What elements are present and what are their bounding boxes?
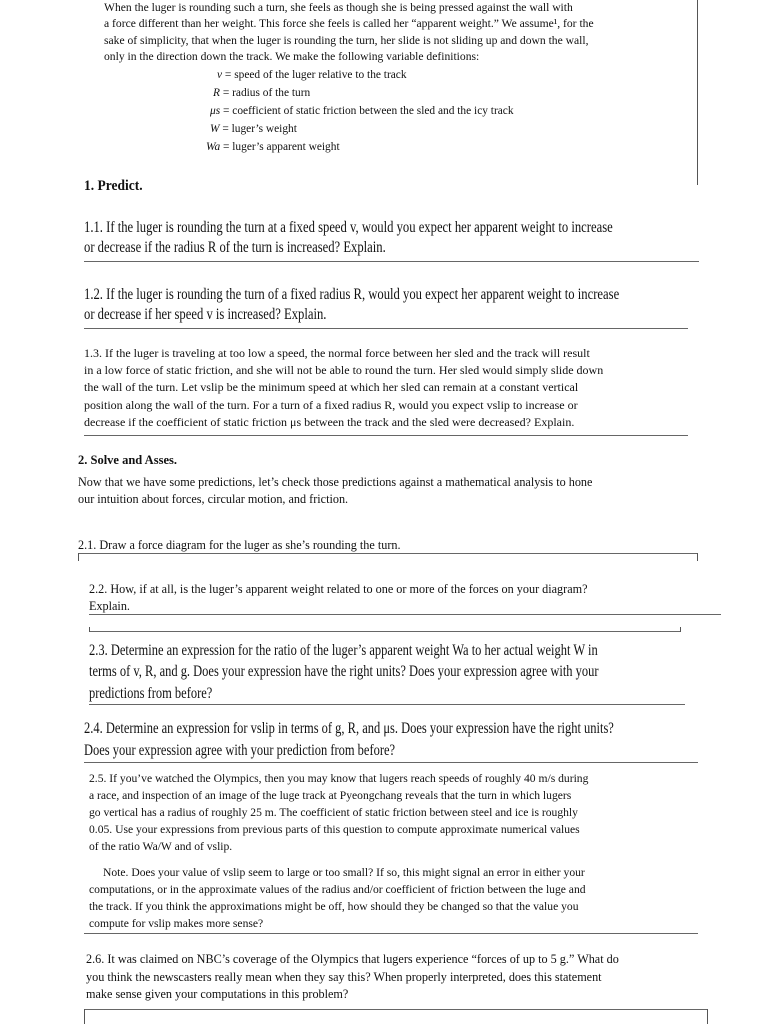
question-2-4: 2.4. Determine an expression for vslip in terms of g, R, and μs. Does your expression have the right units? Does your expression agree with your prediction from before? [84, 720, 614, 759]
var-def-W: W = luger’s weight [210, 123, 297, 135]
answer-line [89, 631, 681, 632]
section-2-heading: 2. Solve and Asses. [78, 453, 177, 467]
intro-line: a force different than her weight. This force she feels is called her “apparent weight.” We assume¹, for the [104, 17, 594, 31]
answer-line [89, 614, 721, 615]
intro-line: sake of simplicity, that when the luger is rounding the turn, her slide is not sliding up and down the wall, [104, 33, 589, 47]
intro-line: only in the direction down the track. We make the following variable definitions: [104, 50, 480, 64]
answer-line [84, 1009, 708, 1010]
question-2-6: 2.6. It was claimed on NBC’s coverage of the Olympics that lugers experience “forces of up to 5 g.” What do you think the newscasters really mean when they say this? When properly interpreted, does this statement make sense given your computations in this problem? [86, 952, 619, 1001]
question-2-1: 2.1. Draw a force diagram for the luger as she’s rounding the turn. [78, 538, 401, 552]
var-def-Wa: Wa = luger’s apparent weight [206, 141, 340, 153]
answer-line [84, 261, 699, 262]
answer-line [84, 933, 698, 934]
question-2-5-note: Note. Does your value of vslip seem to large or too small? If so, this might signal an error in either your computations, or in the approximate values of the radius and/or coefficient of friction between the luge and the track. If you think the approximations might be off, how should they be changed so that the value you compute for vslip makes more sense? [89, 866, 586, 930]
intro-line: When the luger is rounding such a turn, she feels as though she is being pressed against the wall with [104, 1, 573, 14]
question-1-2: 1.2. If the luger is rounding the turn of a fixed radius R, would you expect her apparent weight to increase or decrease if her speed v is increased? Explain. [84, 286, 620, 323]
answer-box-edge [707, 1009, 708, 1024]
answer-line [84, 328, 688, 329]
answer-box-edge [89, 627, 90, 632]
answer-box-edge [78, 553, 79, 561]
answer-line [89, 704, 685, 705]
var-def-v: v = speed of the luger relative to the track [217, 69, 407, 81]
answer-line [84, 762, 698, 763]
answer-line [78, 553, 698, 554]
question-1-1: 1.1. If the luger is rounding the turn at a fixed speed v, would you expect her apparent weight to increase or decrease if the radius R of the turn is increased? Explain. [84, 219, 613, 256]
intro-paragraph [104, 0, 594, 66]
section-1-heading: 1. Predict. [84, 178, 143, 194]
question-2-5: 2.5. If you’ve watched the Olympics, then you may know that lugers reach speeds of roughly 40 m/s during a race, and inspection of an image of the luge track at Pyeongchang reveals that the turn in which lugers go vertical has a radius of roughly 25 m. The coefficient of static friction between steel and ice is roughly 0.05. Use your expressions from previous parts of this question to compute approximate numerical values of the ratio Wa/W and of vslip. [89, 772, 589, 853]
answer-line [84, 435, 688, 436]
answer-box-edge [697, 553, 698, 561]
question-2-3: 2.3. Determine an expression for the ratio of the luger’s apparent weight Wa to her actual weight W in terms of v, R, and g. Does your expression have the right units? Does your expression agree with your predictions from before? [89, 642, 599, 702]
margin-line [697, 0, 698, 185]
var-def-mu: μs = coefficient of static friction between the sled and the icy track [210, 105, 514, 117]
answer-box-edge [680, 627, 681, 632]
question-1-3: 1.3. If the luger is traveling at too low a speed, the normal force between her sled and the track will result in a low force of static friction, and she will not be able to round the turn. Her sled would simply slide down the wall of the turn. Let vslip be the minimum speed at which her sled can remain at a constant vertical position along the wall of the turn. For a turn of a fixed radius R, would you expect vslip to increase or decrease if the coefficient of static friction μs between the track and the sled were decreased? Explain. [84, 346, 604, 429]
question-2-2: 2.2. How, if at all, is the luger’s apparent weight related to one or more of the forces on your diagram? Explain. [89, 582, 588, 613]
var-def-R: R = radius of the turn [213, 87, 311, 99]
section-2-intro: Now that we have some predictions, let’s check those predictions against a mathematical analysis to hone our intuition about forces, circular motion, and friction. [78, 475, 593, 506]
answer-box-edge [84, 1009, 85, 1024]
